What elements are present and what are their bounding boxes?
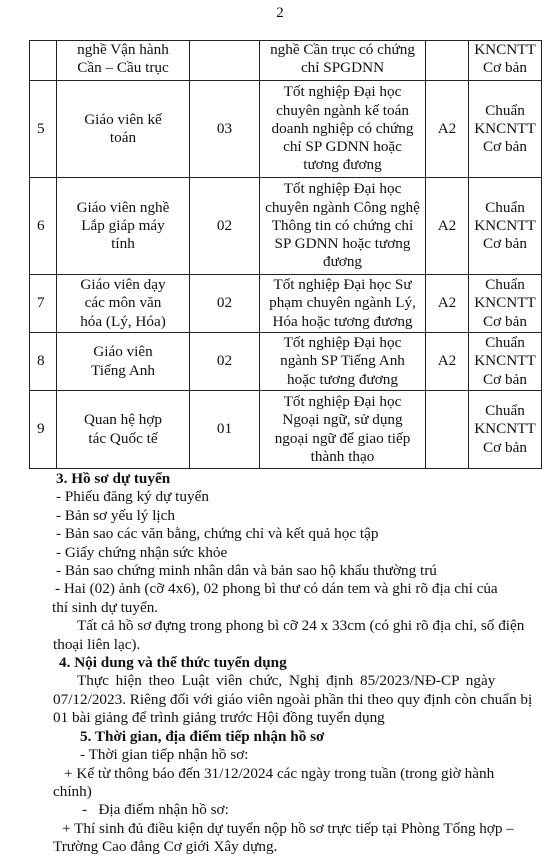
place-detail-line-2: Trường Cao đẳng Cơ giới Xây dựng. (53, 838, 278, 856)
cell-line: ngành SP Tiếng Anh (280, 352, 405, 370)
photos-line-2: thí sinh dự tuyển. (52, 598, 159, 616)
quantity-cell: 02 (190, 333, 260, 391)
position-cell (57, 391, 190, 469)
it-skill-cell (469, 275, 542, 333)
recruitment-table (29, 40, 542, 469)
row-number-cell: 5 (30, 81, 57, 178)
cell-line: Quan hệ hợp (83, 411, 163, 429)
page-number: 2 (276, 5, 284, 21)
time-detail-line-2: chính) (53, 782, 92, 800)
cell-line: chuyên ngành kế toán (276, 101, 409, 119)
cell-line: KNCNTT (474, 119, 536, 137)
time-detail (53, 764, 544, 802)
quantity-cell: 02 (190, 178, 260, 275)
position-cell (57, 81, 190, 178)
it-skill-cell (469, 391, 542, 469)
cell-line: phạm chuyên ngành Lý, (269, 294, 416, 312)
section-4-line-2: 07/12/2023. Riêng đối với giáo viên ngoài phần thi theo quy định còn chuẩn bị (53, 690, 533, 708)
cell-line: Cần – Cầu trục (77, 59, 169, 77)
cell-line: nghề Cần trục có chứng (270, 41, 415, 58)
envelope-line-1: Tất cả hồ sơ đựng trong phong bì cỡ 24 x 33cm (có ghi rõ địa chỉ, số điện (77, 617, 525, 635)
cell-line: Giáo viên dạy (80, 276, 166, 294)
cell-line: Giáo viên kế (84, 110, 162, 128)
cell-line: Thông tin có chứng chỉ (271, 216, 414, 234)
section-4-heading: 4. Nội dung và thể thức tuyển dụng (59, 654, 287, 672)
time-label: - Thời gian tiếp nhận hồ sơ: (80, 746, 249, 764)
cell-line: Chuẩn (485, 198, 525, 216)
quantity-cell (190, 41, 260, 81)
envelope-line-2: thoại liên lạc). (53, 635, 141, 653)
position-cell (57, 41, 190, 81)
table-row (30, 81, 542, 178)
cell-line: Chuẩn (485, 276, 525, 294)
cell-line: tương đương (303, 156, 382, 174)
language-cell (426, 41, 469, 81)
it-skill-cell (469, 41, 542, 81)
section-4-line-3: 01 bài giảng để trình giảng trước Hội đồng tuyển dụng (53, 709, 385, 727)
cell-line: Chuẩn (485, 402, 525, 420)
cell-line: doanh nghiệp có chứng (271, 119, 414, 137)
cell-line: Hóa hoặc tương đương (272, 312, 413, 330)
language-cell (426, 391, 469, 469)
cell-line: nghề Vận hành (77, 41, 169, 58)
position-cell (57, 178, 190, 275)
cell-line: Cơ bản (483, 59, 527, 77)
cell-line: KNCNTT (474, 294, 536, 312)
list-item: - Bản sơ yếu lý lịch (56, 506, 175, 524)
cell-line: Chuẩn (485, 101, 525, 119)
cell-line: KNCNTT (474, 352, 536, 370)
cell-line: Chuẩn (485, 334, 525, 352)
envelope-note (53, 617, 544, 654)
table-row (30, 391, 542, 469)
cell-line: Tốt nghiệp Đại học (283, 83, 402, 101)
qualification-cell (260, 41, 426, 81)
language-cell: A2 (426, 275, 469, 333)
cell-line: hóa (Lý, Hóa) (80, 312, 166, 330)
cell-line: KNCNTT (474, 41, 536, 58)
cell-line: KNCNTT (474, 216, 536, 234)
place-detail (53, 819, 544, 857)
cell-line: ngoại ngữ để giao tiếp (274, 429, 411, 447)
cell-line: Tốt nghiệp Đại học (283, 393, 402, 411)
cell-line: chỉ SP GDNN hoặc (283, 138, 402, 156)
qualification-cell (260, 333, 426, 391)
list-item: - Bản sao các văn bằng, chứng chỉ và kết quả học tập (56, 525, 379, 543)
table-row (30, 178, 542, 275)
cell-line: Tốt nghiệp Đại học Sư (273, 276, 412, 294)
cell-line: Cơ bản (483, 370, 527, 388)
position-cell (57, 333, 190, 391)
row-number-cell: 8 (30, 333, 57, 391)
cell-line: Tốt nghiệp Đại học (283, 334, 402, 352)
cell-line: tính (111, 235, 135, 253)
table-row (30, 333, 542, 391)
section-4-content (53, 672, 544, 727)
it-skill-cell (469, 178, 542, 275)
list-item: - Phiếu đăng ký dự tuyển (56, 488, 209, 506)
row-number-cell: 9 (30, 391, 57, 469)
cell-line: Tốt nghiệp Đại học (283, 180, 402, 198)
quantity-cell: 03 (190, 81, 260, 178)
cell-line: Cơ bản (483, 138, 527, 156)
cell-line: Cơ bản (483, 438, 527, 456)
list-item: - Bản sao chứng minh nhân dân và bản sao hộ khẩu thường trú (56, 562, 437, 580)
photos-item (52, 580, 545, 617)
table-row (30, 275, 542, 333)
cell-line: Cơ bản (483, 235, 527, 253)
qualification-cell (260, 391, 426, 469)
cell-line: các môn văn (84, 294, 162, 312)
cell-line: KNCNTT (474, 420, 536, 438)
section-5-heading: 5. Thời gian, địa điểm tiếp nhận hồ sơ (80, 727, 325, 745)
language-cell: A2 (426, 333, 469, 391)
cell-line: thành thạo (310, 447, 375, 465)
qualification-cell (260, 275, 426, 333)
quantity-cell: 02 (190, 275, 260, 333)
document-body (52, 470, 544, 857)
language-cell: A2 (426, 81, 469, 178)
place-label: - Địa điểm nhận hồ sơ: (82, 801, 229, 819)
language-cell: A2 (426, 178, 469, 275)
place-detail-line-1: + Thí sinh đủ điều kiện dự tuyển nộp hồ sơ trực tiếp tại Phòng Tổng hợp – (62, 819, 514, 837)
qualification-cell (260, 178, 426, 275)
qualification-cell (260, 81, 426, 178)
photos-line-1: - Hai (02) ảnh (cỡ 4x6), 02 phong bì thư có dán tem và ghi rõ địa chỉ của (55, 580, 498, 598)
cell-line: Cơ bản (483, 312, 527, 330)
cell-line: hoặc tương đương (287, 370, 398, 388)
cell-line: chỉ SPGDNN (300, 59, 385, 77)
list-item: - Giấy chứng nhận sức khỏe (56, 543, 228, 561)
it-skill-cell (469, 81, 542, 178)
cell-line: Giáo viên (93, 343, 153, 361)
section-3-list (56, 488, 544, 580)
cell-line: Ngoại ngữ, sử dụng (282, 411, 403, 429)
table-row (30, 41, 542, 81)
row-number-cell: 7 (30, 275, 57, 333)
quantity-cell: 01 (190, 391, 260, 469)
cell-line: toán (109, 129, 137, 146)
row-number-cell (30, 41, 57, 81)
cell-line: Tiếng Anh (90, 361, 155, 379)
row-number-cell: 6 (30, 178, 57, 275)
cell-line: tác Quốc tế (88, 429, 158, 447)
cell-line: đương (322, 253, 363, 271)
time-detail-line-1: + Kể từ thông báo đến 31/12/2024 các ngày trong tuần (trong giờ hành (64, 764, 495, 782)
section-4-line-1: Thực hiện theo Luật viên chức, Nghị định 85/2023/NĐ-CP ngày (77, 672, 496, 690)
position-cell (57, 275, 190, 333)
section-3-heading: 3. Hồ sơ dự tuyển (56, 470, 171, 487)
cell-line: Lắp giáp máy (81, 216, 165, 234)
it-skill-cell (469, 333, 542, 391)
cell-line: SP GDNN hoặc tương (274, 235, 411, 253)
cell-line: Giáo viên nghề (76, 198, 170, 216)
cell-line: chuyên ngành Công nghệ (265, 198, 420, 216)
